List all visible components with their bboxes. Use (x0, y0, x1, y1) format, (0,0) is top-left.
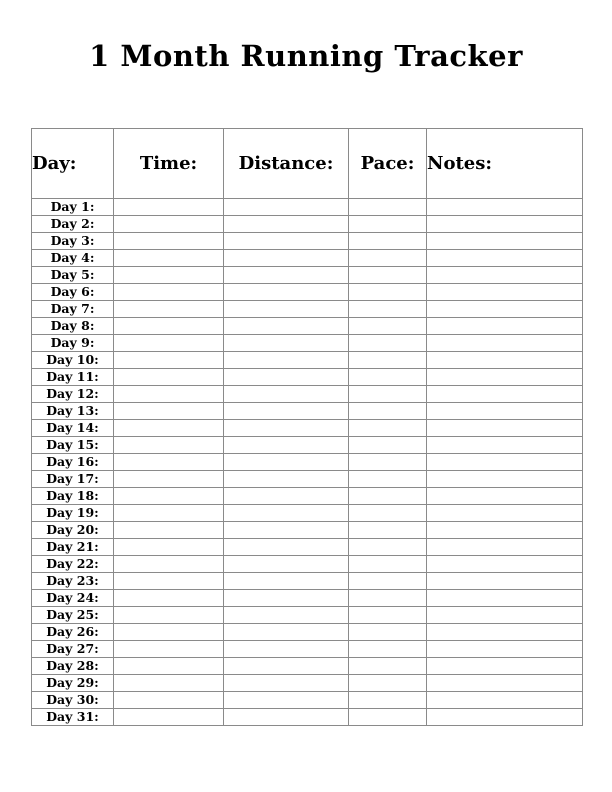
time-cell[interactable] (114, 505, 224, 522)
pace-cell[interactable] (349, 505, 427, 522)
table-row (32, 488, 583, 505)
distance-cell[interactable] (224, 199, 349, 216)
day-label: Day 24: (32, 590, 114, 607)
table-row (32, 658, 583, 675)
notes-cell[interactable] (427, 267, 583, 284)
header-time: Time: (114, 129, 224, 199)
distance-cell[interactable] (224, 267, 349, 284)
table-row (32, 420, 583, 437)
pace-cell[interactable] (349, 386, 427, 403)
distance-cell[interactable] (224, 369, 349, 386)
table-row (32, 539, 583, 556)
notes-cell[interactable] (427, 199, 583, 216)
pace-cell[interactable] (349, 658, 427, 675)
time-cell[interactable] (114, 471, 224, 488)
pace-cell[interactable] (349, 624, 427, 641)
pace-cell[interactable] (349, 488, 427, 505)
day-label: Day 29: (32, 675, 114, 692)
table-row (32, 437, 583, 454)
pace-cell[interactable] (349, 573, 427, 590)
day-label: Day 11: (32, 369, 114, 386)
time-cell[interactable] (114, 369, 224, 386)
header-pace: Pace: (349, 129, 427, 199)
distance-cell[interactable] (224, 505, 349, 522)
time-cell[interactable] (114, 709, 224, 726)
day-label: Day 8: (32, 318, 114, 335)
pace-cell[interactable] (349, 420, 427, 437)
notes-cell[interactable] (427, 556, 583, 573)
day-label: Day 2: (32, 216, 114, 233)
day-label: Day 9: (32, 335, 114, 352)
notes-cell[interactable] (427, 471, 583, 488)
day-label: Day 30: (32, 692, 114, 709)
pace-cell[interactable] (349, 233, 427, 250)
day-label: Day 18: (32, 488, 114, 505)
distance-cell[interactable] (224, 318, 349, 335)
time-cell[interactable] (114, 539, 224, 556)
day-label: Day 19: (32, 505, 114, 522)
day-label: Day 10: (32, 352, 114, 369)
header-row (32, 129, 583, 199)
day-label: Day 23: (32, 573, 114, 590)
distance-cell[interactable] (224, 216, 349, 233)
notes-cell[interactable] (427, 301, 583, 318)
day-label: Day 1: (32, 199, 114, 216)
table-row (32, 505, 583, 522)
notes-cell[interactable] (427, 573, 583, 590)
day-label: Day 4: (32, 250, 114, 267)
day-label: Day 26: (32, 624, 114, 641)
distance-cell[interactable] (224, 386, 349, 403)
pace-cell[interactable] (349, 250, 427, 267)
distance-cell[interactable] (224, 522, 349, 539)
pace-cell[interactable] (349, 709, 427, 726)
distance-cell[interactable] (224, 590, 349, 607)
distance-cell[interactable] (224, 624, 349, 641)
table-row (32, 522, 583, 539)
day-label: Day 15: (32, 437, 114, 454)
table-row (32, 233, 583, 250)
distance-cell[interactable] (224, 488, 349, 505)
table-row (32, 454, 583, 471)
pace-cell[interactable] (349, 369, 427, 386)
notes-cell[interactable] (427, 709, 583, 726)
distance-cell[interactable] (224, 335, 349, 352)
notes-cell[interactable] (427, 437, 583, 454)
distance-cell[interactable] (224, 301, 349, 318)
day-label: Day 31: (32, 709, 114, 726)
pace-cell[interactable] (349, 641, 427, 658)
distance-cell[interactable] (224, 437, 349, 454)
time-cell[interactable] (114, 216, 224, 233)
distance-cell[interactable] (224, 284, 349, 301)
time-cell[interactable] (114, 284, 224, 301)
distance-cell[interactable] (224, 539, 349, 556)
day-label: Day 16: (32, 454, 114, 471)
notes-cell[interactable] (427, 607, 583, 624)
notes-cell[interactable] (427, 590, 583, 607)
time-cell[interactable] (114, 692, 224, 709)
time-cell[interactable] (114, 624, 224, 641)
time-cell[interactable] (114, 420, 224, 437)
page-title: 1 Month Running Tracker (89, 39, 523, 73)
pace-cell[interactable] (349, 471, 427, 488)
header-notes: Notes: (427, 129, 583, 199)
day-label: Day 28: (32, 658, 114, 675)
notes-cell[interactable] (427, 624, 583, 641)
header-day: Day: (32, 129, 114, 199)
table-row (32, 641, 583, 658)
table-row (32, 250, 583, 267)
pace-cell[interactable] (349, 590, 427, 607)
notes-cell[interactable] (427, 505, 583, 522)
distance-cell[interactable] (224, 352, 349, 369)
time-cell[interactable] (114, 641, 224, 658)
day-label: Day 25: (32, 607, 114, 624)
day-label: Day 27: (32, 641, 114, 658)
notes-cell[interactable] (427, 233, 583, 250)
day-label: Day 13: (32, 403, 114, 420)
table-row (32, 318, 583, 335)
table-header (32, 129, 583, 199)
table-row (32, 386, 583, 403)
notes-cell[interactable] (427, 318, 583, 335)
day-label: Day 5: (32, 267, 114, 284)
table-row (32, 471, 583, 488)
distance-cell[interactable] (224, 709, 349, 726)
day-label: Day 20: (32, 522, 114, 539)
time-cell[interactable] (114, 437, 224, 454)
time-cell[interactable] (114, 454, 224, 471)
table-row (32, 216, 583, 233)
table-body (32, 199, 583, 726)
time-cell[interactable] (114, 233, 224, 250)
time-cell[interactable] (114, 250, 224, 267)
table-row (32, 284, 583, 301)
table-row (32, 369, 583, 386)
notes-cell[interactable] (427, 284, 583, 301)
time-cell[interactable] (114, 522, 224, 539)
day-label: Day 7: (32, 301, 114, 318)
pace-cell[interactable] (349, 301, 427, 318)
notes-cell[interactable] (427, 454, 583, 471)
time-cell[interactable] (114, 556, 224, 573)
notes-cell[interactable] (427, 488, 583, 505)
day-label: Day 22: (32, 556, 114, 573)
table-row (32, 675, 583, 692)
pace-cell[interactable] (349, 199, 427, 216)
day-label: Day 17: (32, 471, 114, 488)
table-row (32, 692, 583, 709)
pace-cell[interactable] (349, 522, 427, 539)
day-label: Day 21: (32, 539, 114, 556)
running-tracker-table (31, 128, 583, 726)
pace-cell[interactable] (349, 403, 427, 420)
distance-cell[interactable] (224, 641, 349, 658)
day-label: Day 14: (32, 420, 114, 437)
time-cell[interactable] (114, 607, 224, 624)
time-cell[interactable] (114, 199, 224, 216)
pace-cell[interactable] (349, 539, 427, 556)
pace-cell[interactable] (349, 318, 427, 335)
pace-cell[interactable] (349, 675, 427, 692)
table-row (32, 267, 583, 284)
time-cell[interactable] (114, 267, 224, 284)
notes-cell[interactable] (427, 335, 583, 352)
pace-cell[interactable] (349, 335, 427, 352)
notes-cell[interactable] (427, 352, 583, 369)
day-label: Day 3: (32, 233, 114, 250)
time-cell[interactable] (114, 590, 224, 607)
time-cell[interactable] (114, 352, 224, 369)
notes-cell[interactable] (427, 386, 583, 403)
table-row (32, 624, 583, 641)
table-row (32, 403, 583, 420)
time-cell[interactable] (114, 658, 224, 675)
notes-cell[interactable] (427, 539, 583, 556)
notes-cell[interactable] (427, 692, 583, 709)
pace-cell[interactable] (349, 284, 427, 301)
table-row (32, 301, 583, 318)
time-cell[interactable] (114, 301, 224, 318)
pace-cell[interactable] (349, 607, 427, 624)
notes-cell[interactable] (427, 658, 583, 675)
distance-cell[interactable] (224, 607, 349, 624)
notes-cell[interactable] (427, 420, 583, 437)
time-cell[interactable] (114, 318, 224, 335)
distance-cell[interactable] (224, 420, 349, 437)
distance-cell[interactable] (224, 454, 349, 471)
time-cell[interactable] (114, 335, 224, 352)
distance-cell[interactable] (224, 556, 349, 573)
notes-cell[interactable] (427, 250, 583, 267)
time-cell[interactable] (114, 675, 224, 692)
table-row (32, 335, 583, 352)
day-label: Day 6: (32, 284, 114, 301)
pace-cell[interactable] (349, 216, 427, 233)
pace-cell[interactable] (349, 556, 427, 573)
pace-cell[interactable] (349, 454, 427, 471)
distance-cell[interactable] (224, 658, 349, 675)
time-cell[interactable] (114, 573, 224, 590)
notes-cell[interactable] (427, 369, 583, 386)
distance-cell[interactable] (224, 403, 349, 420)
distance-cell[interactable] (224, 573, 349, 590)
table-row (32, 573, 583, 590)
distance-cell[interactable] (224, 692, 349, 709)
day-label: Day 12: (32, 386, 114, 403)
distance-cell[interactable] (224, 233, 349, 250)
distance-cell[interactable] (224, 471, 349, 488)
pace-cell[interactable] (349, 352, 427, 369)
pace-cell[interactable] (349, 437, 427, 454)
table-row (32, 607, 583, 624)
table-row (32, 556, 583, 573)
table-row (32, 590, 583, 607)
table-row (32, 709, 583, 726)
distance-cell[interactable] (224, 675, 349, 692)
time-cell[interactable] (114, 386, 224, 403)
time-cell[interactable] (114, 403, 224, 420)
notes-cell[interactable] (427, 522, 583, 539)
notes-cell[interactable] (427, 216, 583, 233)
notes-cell[interactable] (427, 403, 583, 420)
distance-cell[interactable] (224, 250, 349, 267)
header-distance: Distance: (224, 129, 349, 199)
notes-cell[interactable] (427, 675, 583, 692)
table-row (32, 352, 583, 369)
notes-cell[interactable] (427, 641, 583, 658)
pace-cell[interactable] (349, 692, 427, 709)
pace-cell[interactable] (349, 267, 427, 284)
time-cell[interactable] (114, 488, 224, 505)
table-row (32, 199, 583, 216)
